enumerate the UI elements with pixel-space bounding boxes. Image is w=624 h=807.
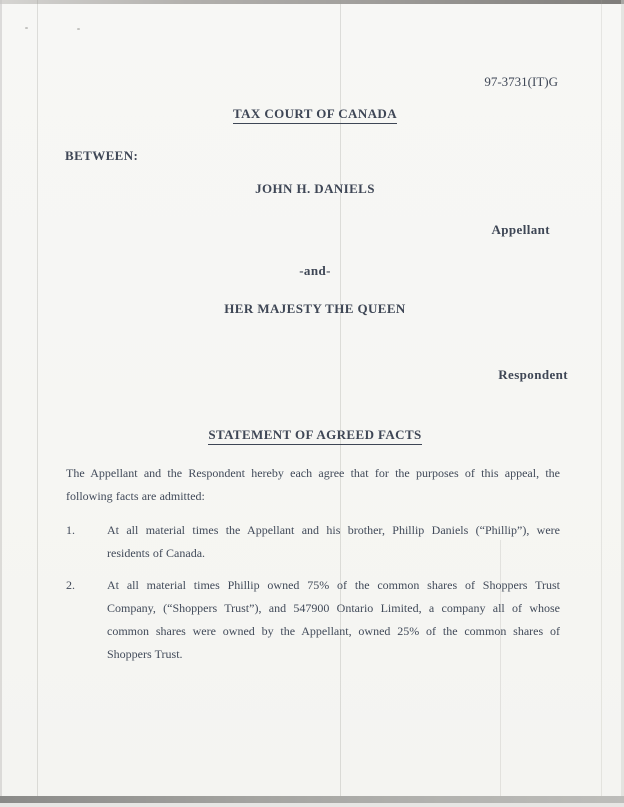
intro-line: following facts are admitted: <box>66 489 205 503</box>
appellant-name: JOHN H. DANIELS <box>255 181 375 196</box>
fact-line: Company, (“Shoppers Trust”), and 547900 Ontario Limited, a company all of whose <box>107 601 560 615</box>
case-number: 97-3731(IT)G <box>484 74 558 89</box>
fact-line: At all material times Phillip owned 75% of the common shares of Shoppers Trust <box>107 578 560 592</box>
intro-line: The Appellant and the Respondent hereby each agree that for the purposes of this appeal, the <box>66 466 560 480</box>
section-heading <box>6 427 624 443</box>
appellant-role-label: Appellant <box>491 222 550 237</box>
scan-bottom-edge-artifact <box>0 796 624 803</box>
scan-top-edge-artifact <box>0 0 624 4</box>
fact-number: 2. <box>66 578 75 592</box>
intro-paragraph <box>66 462 560 508</box>
fact-line: common shares were owned by the Appellant, owned 25% of the common shares of <box>107 624 560 638</box>
between-label: BETWEEN: <box>65 148 139 163</box>
scan-speck <box>77 28 80 30</box>
fact-line: residents of Canada. <box>107 546 206 560</box>
section-heading-text: STATEMENT OF AGREED FACTS <box>208 427 421 445</box>
fact-item-1 <box>66 519 560 565</box>
scan-bottom-margin <box>0 803 624 807</box>
court-title <box>6 106 624 122</box>
respondent-role-label: Respondent <box>498 367 568 382</box>
respondent-name: HER MAJESTY THE QUEEN <box>224 301 406 316</box>
and-separator: -and- <box>299 263 331 278</box>
court-title-text: TAX COURT OF CANADA <box>233 106 397 124</box>
scan-speck <box>25 27 28 29</box>
fact-line: Shoppers Trust. <box>107 647 183 661</box>
fact-number: 1. <box>66 523 75 537</box>
fact-line: At all material times the Appellant and his brother, Phillip Daniels (“Phillip”), were <box>107 523 560 537</box>
scan-left-edge-artifact <box>0 0 2 807</box>
fact-item-2 <box>66 574 560 666</box>
